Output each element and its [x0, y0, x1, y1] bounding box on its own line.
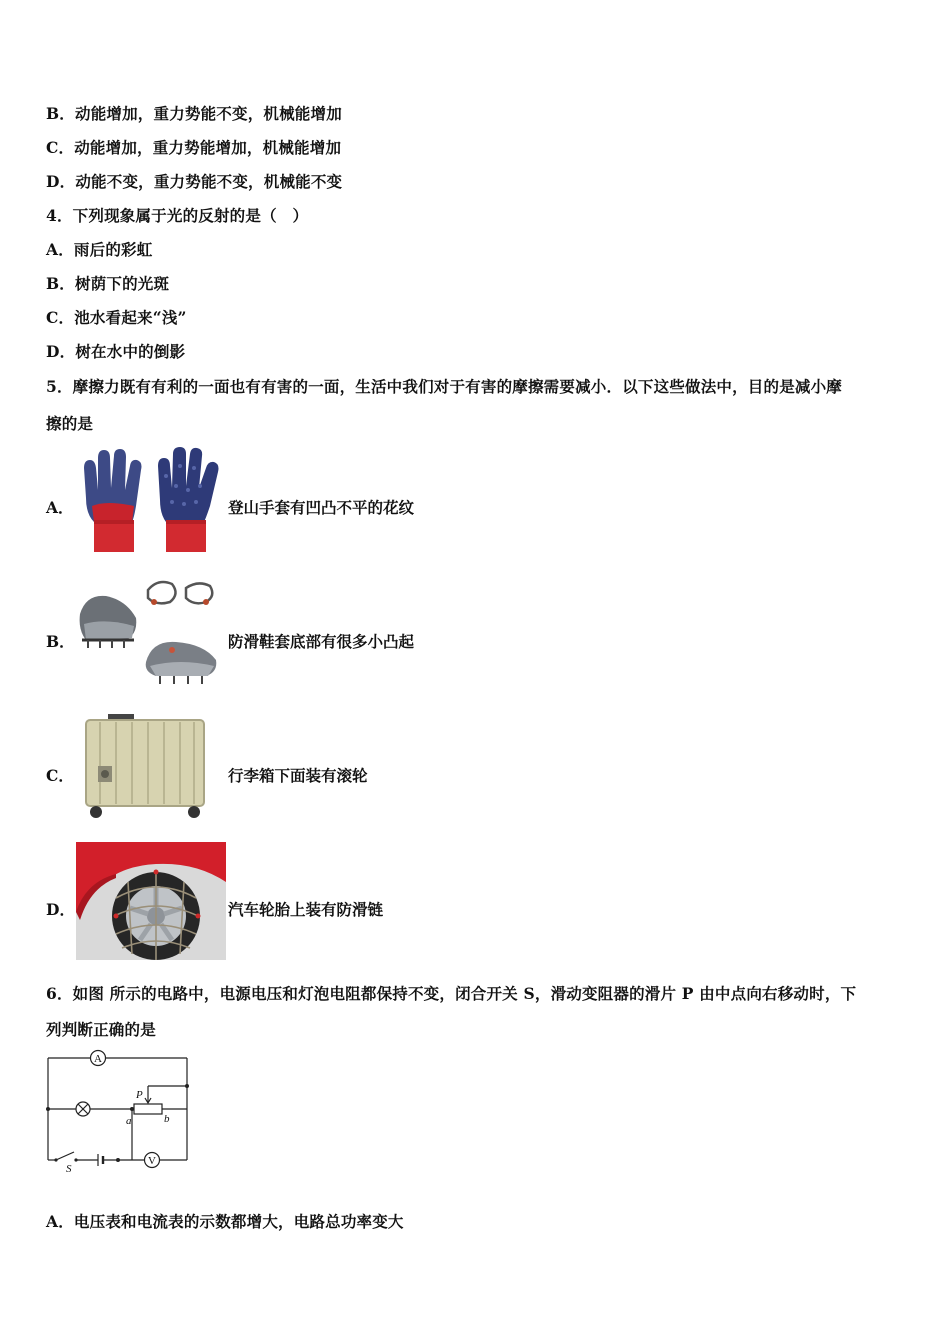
q5-option-c-text: 行李箱下面装有滚轮	[228, 766, 368, 785]
q5-stem-line1: 5．摩擦力既有有利的一面也有有害的一面，生活中我们对于有害的摩擦需要减小．以下这些做法中，目的是减小摩	[46, 377, 842, 396]
q5-option-b-text: 防滑鞋套底部有很多小凸起	[228, 632, 415, 651]
q5-stem-line2: 擦的是	[46, 414, 94, 433]
q6-option-a: A．电压表和电流表的示数都增大，电路总功率变大	[46, 1212, 404, 1231]
q5-option-c-letter: C．	[46, 766, 74, 785]
voltmeter-label: V	[148, 1155, 156, 1167]
q5-option-d-text: 汽车轮胎上装有防滑链	[228, 900, 384, 919]
switch-s-label: S	[66, 1163, 72, 1175]
q3-option-c: C．动能增加，重力势能增加，机械能增加	[46, 138, 342, 157]
q6-stem-line2: 列判断正确的是	[46, 1020, 156, 1039]
gloves-image	[76, 446, 228, 556]
q6-stem-line1: 6．如图 所示的电路中，电源电压和灯泡电阻都保持不变，闭合开关 S，滑动变阻器的滑片 P 由中点向右移动时，下	[46, 984, 857, 1003]
q3-option-d: D．动能不变，重力势能不变，机械能不变	[46, 172, 343, 191]
end-a-label: a	[126, 1115, 132, 1127]
end-b-label: b	[164, 1113, 170, 1125]
q5-option-a-text: 登山手套有凹凸不平的花纹	[228, 498, 415, 517]
q5-option-d-letter: D．	[46, 900, 75, 919]
q4-stem: 4．下列现象属于光的反射的是（ ）	[46, 206, 309, 225]
slider-p-label: P	[136, 1089, 143, 1101]
tire-chain-image	[76, 842, 226, 960]
suitcase-image	[76, 712, 216, 820]
shoe-cleats-image	[76, 574, 226, 690]
q5-option-a-letter: A．	[46, 498, 74, 517]
q3-option-b: B．动能增加，重力势能不变，机械能增加	[46, 104, 342, 123]
circuit-diagram	[40, 1046, 200, 1176]
q4-option-c: C．池水看起来“浅”	[46, 308, 187, 327]
ammeter-label: A	[94, 1053, 102, 1065]
q4-option-a: A．雨后的彩虹	[46, 240, 153, 259]
q5-option-b-letter: B．	[46, 632, 75, 651]
q4-option-b: B．树荫下的光斑	[46, 274, 170, 293]
q4-option-d: D．树在水中的倒影	[46, 342, 186, 361]
